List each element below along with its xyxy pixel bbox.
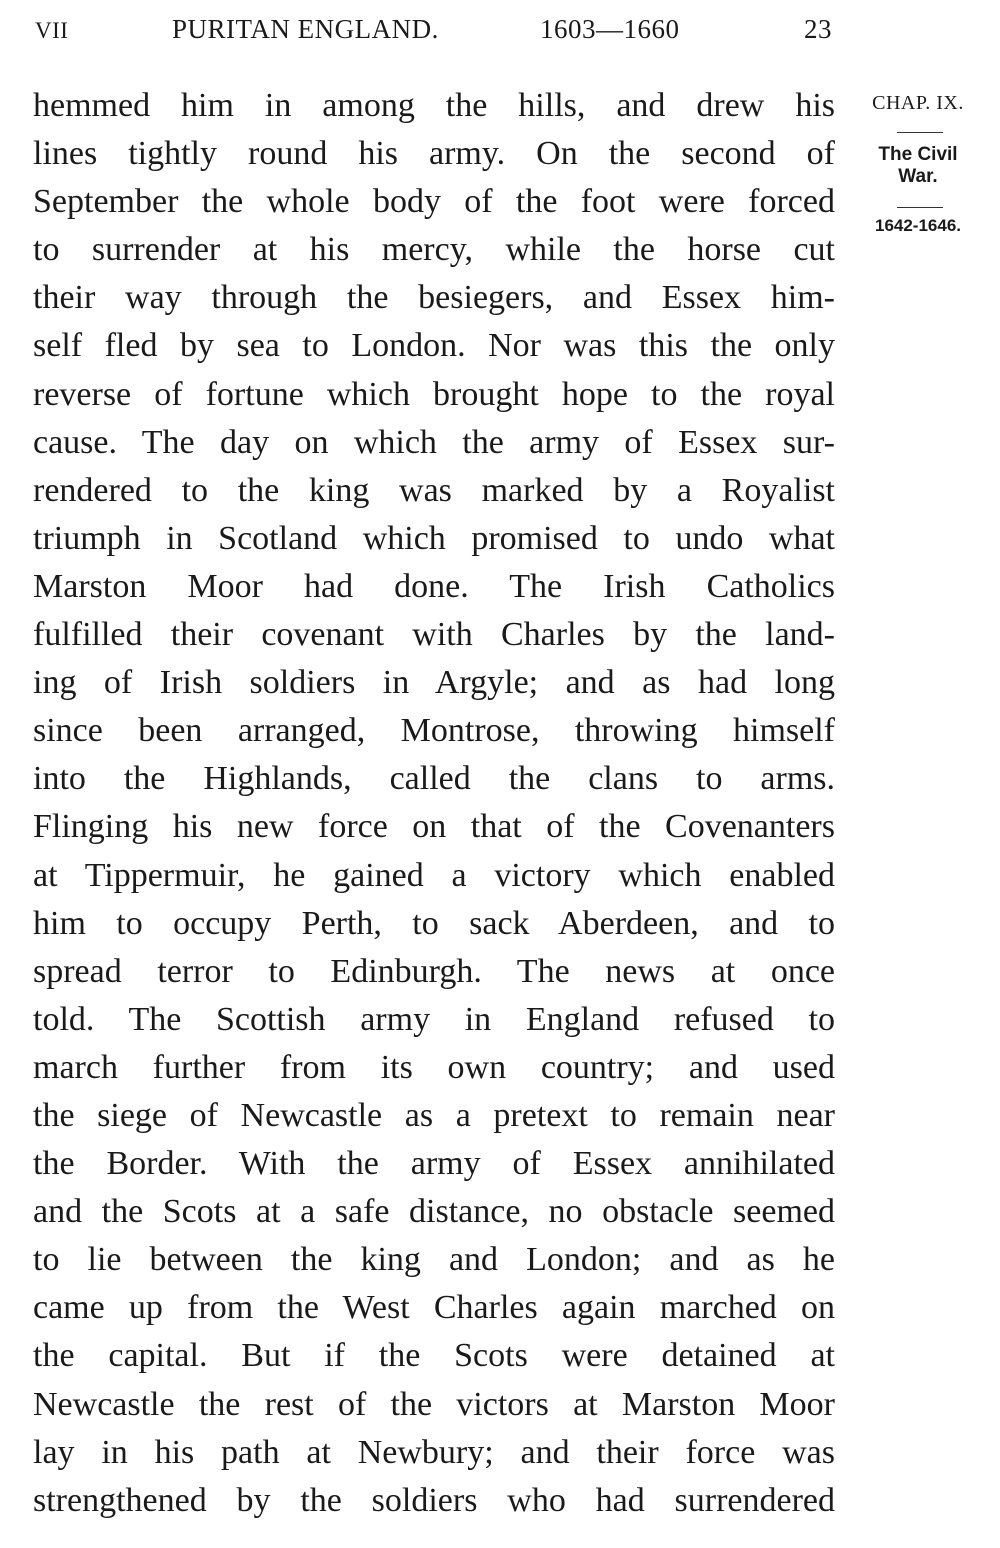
text-line: to surrender at his mercy, while the horse cut <box>33 231 835 269</box>
header-book-title: PURITAN ENGLAND. <box>172 14 439 44</box>
margin-rule-top <box>897 132 943 133</box>
text-line: self fled by sea to London. Nor was this the only <box>33 327 835 365</box>
margin-topic-line-1: The Civil <box>878 144 958 165</box>
running-header <box>0 14 1000 54</box>
page-number: 23 <box>804 14 832 44</box>
margin-rule-bottom <box>897 207 943 208</box>
text-line: march further from its own country; and used <box>33 1048 835 1086</box>
header-chapter-number: VII <box>35 18 69 43</box>
margin-topic <box>848 144 988 188</box>
text-line: and the Scots at a safe distance, no obstacle seemed <box>33 1193 835 1231</box>
text-line: Marston Moor had done. The Irish Catholics <box>33 567 835 605</box>
text-line: hemmed him in among the hills, and drew his <box>33 87 835 124</box>
margin-topic-line-2: War. <box>898 166 938 187</box>
text-line: lines tightly round his army. On the second of <box>33 135 835 173</box>
text-line: the capital. But if the Scots were detained at <box>33 1337 835 1375</box>
text-line: the siege of Newcastle as a pretext to remain near <box>33 1096 835 1134</box>
text-line: September the whole body of the foot were forced <box>33 183 835 221</box>
text-line: lay in his path at Newbury; and their force was <box>33 1433 835 1471</box>
text-line: to lie between the king and London; and as he <box>33 1241 835 1279</box>
text-line: reverse of fortune which brought hope to the royal <box>33 375 835 413</box>
text-line: him to occupy Perth, to sack Aberdeen, and to <box>33 904 835 942</box>
text-line: Flinging his new force on that of the Covenanters <box>33 808 835 846</box>
body-text <box>33 82 835 1525</box>
text-line: fulfilled their covenant with Charles by the land- <box>33 616 835 654</box>
text-line: their way through the besiegers, and Essex him- <box>33 279 835 317</box>
margin-chapter-label: CHAP. IX. <box>872 92 964 114</box>
text-line: came up from the West Charles again marched on <box>33 1289 835 1327</box>
header-dates: 1603—1660 <box>540 14 680 44</box>
text-line: the Border. With the army of Essex annihilated <box>33 1145 835 1183</box>
text-line: spread terror to Edinburgh. The news at once <box>33 952 835 990</box>
text-line: told. The Scottish army in England refused to <box>33 1000 835 1038</box>
text-line: cause. The day on which the army of Essex sur- <box>33 423 835 461</box>
margin-dates: 1642-1646. <box>874 216 962 235</box>
text-line: into the Highlands, called the clans to arms. <box>33 760 835 798</box>
text-line: rendered to the king was marked by a Royalist <box>33 471 835 509</box>
text-line: strengthened by the soldiers who had surrendered <box>33 1481 835 1519</box>
text-line: since been arranged, Montrose, throwing himself <box>33 712 835 750</box>
text-line: at Tippermuir, he gained a victory which enabled <box>33 856 835 894</box>
text-line: triumph in Scotland which promised to undo what <box>33 519 835 557</box>
text-line: ing of Irish soldiers in Argyle; and as had long <box>33 664 835 702</box>
text-line: Newcastle the rest of the victors at Marston Moor <box>33 1385 835 1423</box>
